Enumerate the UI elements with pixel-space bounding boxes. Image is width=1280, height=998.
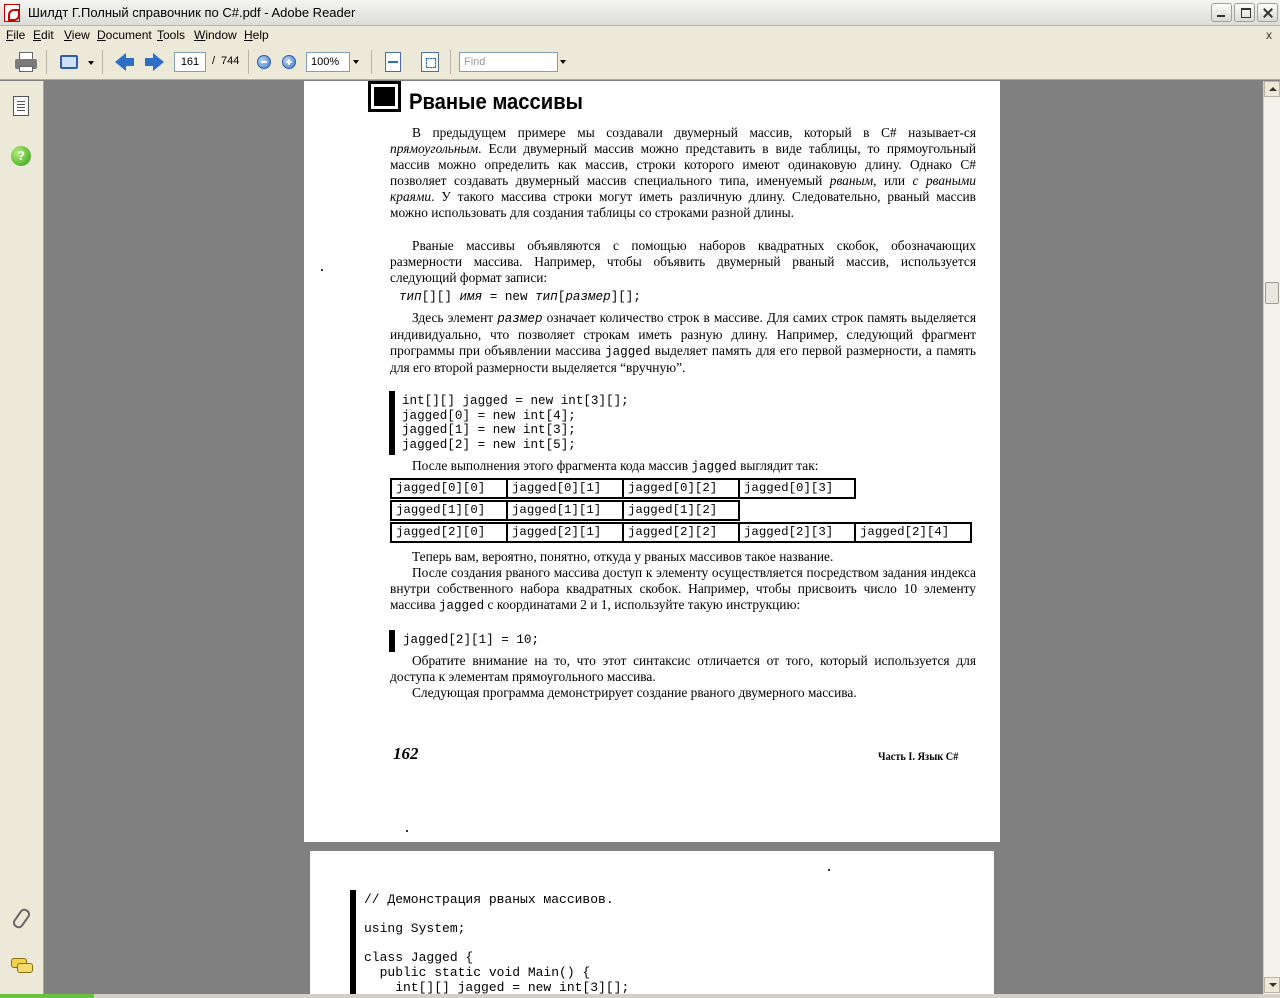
progress-indicator bbox=[0, 994, 94, 998]
text-run: . У такого массива строки могут иметь различную длину. Следовательно, рваный массив можно использовать для создания таблицы со строками разной длины. bbox=[390, 189, 976, 220]
scroll-up-button[interactable] bbox=[1264, 81, 1280, 97]
paragraph bbox=[390, 458, 976, 475]
table-cell: jagged[1][1] bbox=[506, 500, 624, 521]
text-run: После создания рваного массива доступ к элементу осуществляется посредством задания индекса внутри собственного набора квадратных скобок. Например, чтобы присвоить число 10 элементу массива bbox=[390, 565, 976, 612]
paragraph bbox=[390, 685, 976, 701]
table-cell: jagged[1][2] bbox=[622, 500, 740, 521]
paragraph bbox=[390, 125, 976, 221]
text-run: После выполнения этого фрагмента кода массив bbox=[412, 458, 692, 473]
scan-speck bbox=[406, 830, 408, 832]
table-cell: jagged[2][4] bbox=[854, 522, 972, 543]
comment-bubble bbox=[17, 963, 33, 973]
code-bar bbox=[389, 630, 395, 652]
scrollbar-thumb[interactable] bbox=[1265, 282, 1279, 304]
zoom-dropdown-chevron-icon[interactable] bbox=[353, 60, 359, 64]
paragraph-text: Теперь вам, вероятно, понятно, откуда у рваных массивов такое название. bbox=[412, 549, 834, 564]
text-run: размер bbox=[497, 312, 543, 326]
text-run: рваным bbox=[829, 173, 874, 188]
menu-tools[interactable]: Tools bbox=[157, 28, 186, 42]
text-run: имя bbox=[459, 290, 483, 304]
menu-edit[interactable]: Edit bbox=[33, 28, 54, 42]
arrow-left-icon bbox=[115, 53, 126, 71]
code-block: // Демонстрация рваных массивов. using System; class Jagged { public static void Main() { int[][] jagged = new int[3][]; bbox=[364, 892, 630, 994]
paragraph bbox=[390, 549, 976, 565]
title-bar bbox=[0, 0, 1280, 26]
pdf-page bbox=[310, 851, 994, 994]
total-pages: 744 bbox=[221, 55, 240, 67]
restore-button[interactable] bbox=[1234, 3, 1255, 22]
fit-width-button[interactable] bbox=[385, 52, 401, 72]
text-run: выглядит так: bbox=[736, 458, 819, 473]
text-run: с координатами 2 и 1, используйте такую инструкцию: bbox=[484, 597, 801, 612]
menu-file[interactable]: File bbox=[6, 28, 26, 42]
page-number-input[interactable]: 161 bbox=[174, 52, 206, 72]
attachments-icon[interactable] bbox=[11, 907, 31, 927]
chevron-down-icon[interactable] bbox=[88, 61, 94, 65]
text-run: прямоугольным bbox=[390, 141, 479, 156]
text-run: тип bbox=[399, 290, 422, 304]
page-number: 162 bbox=[393, 744, 419, 763]
menu-window[interactable]: Window bbox=[194, 28, 237, 42]
navigation-pane bbox=[0, 81, 44, 994]
code-bar bbox=[389, 391, 395, 455]
window-title: Шилдт Г.Полный справочник по C#.pdf - Adobe Reader bbox=[28, 5, 356, 20]
paragraph-text: Следующая программа демонстрирует создание рваного двумерного массива. bbox=[412, 685, 857, 700]
table-cell: jagged[0][0] bbox=[390, 478, 508, 499]
text-run: [][] bbox=[421, 290, 460, 304]
text-run: ][]; bbox=[610, 290, 641, 304]
print-button[interactable] bbox=[14, 51, 38, 73]
table-cell: jagged[2][2] bbox=[622, 522, 740, 543]
table-cell: jagged[2][0] bbox=[390, 522, 508, 543]
document-view[interactable] bbox=[45, 81, 1263, 994]
zoom-out-button[interactable] bbox=[257, 55, 271, 69]
close-button[interactable] bbox=[1257, 3, 1278, 22]
toolbar-separator bbox=[102, 50, 103, 74]
printer-tray bbox=[19, 66, 33, 72]
code-line: jagged[2][1] = 10; bbox=[403, 633, 540, 647]
menu-bar bbox=[0, 26, 1280, 45]
section-marker-icon bbox=[368, 81, 401, 112]
page-separator: / bbox=[212, 55, 216, 67]
menu-help[interactable]: Help bbox=[244, 28, 269, 42]
paragraph bbox=[390, 653, 976, 685]
help-icon[interactable]: ? bbox=[11, 146, 31, 166]
pages-panel-icon[interactable] bbox=[13, 96, 29, 116]
zoom-level-input[interactable]: 100% bbox=[306, 52, 350, 72]
toolbar-separator bbox=[248, 50, 249, 74]
text-run: с рваными краями bbox=[390, 173, 977, 204]
toolbar-separator bbox=[450, 50, 451, 74]
text-run: . Если двумерный массив можно представить в виде таблицы, то прямоугольный массив можно определить как массив, строки которого имеют одинаковую длину. Однако C# позволяет создавать двумерный массив специального типа, именуемый bbox=[390, 141, 976, 188]
table-cell: jagged[1][0] bbox=[390, 500, 508, 521]
select-tool-button[interactable] bbox=[58, 51, 84, 73]
select-tool-icon bbox=[60, 55, 78, 69]
table-cell: jagged[0][2] bbox=[622, 478, 740, 499]
text-run: , или bbox=[873, 173, 913, 188]
vertical-scrollbar[interactable] bbox=[1263, 81, 1280, 994]
text-run: jagged bbox=[438, 599, 485, 613]
section-heading: Рваные массивы bbox=[409, 89, 583, 114]
find-options-chevron-icon[interactable] bbox=[560, 60, 566, 64]
text-run: jagged bbox=[691, 460, 737, 474]
previous-page-button[interactable] bbox=[113, 52, 135, 72]
text-run: = new bbox=[482, 290, 536, 304]
paragraph bbox=[390, 565, 976, 614]
pdf-page bbox=[304, 81, 1000, 842]
table-cell: jagged[0][1] bbox=[506, 478, 624, 499]
menu-document[interactable]: Document bbox=[97, 28, 152, 42]
find-input[interactable]: Find bbox=[459, 52, 558, 72]
comments-icon[interactable] bbox=[11, 958, 33, 974]
paragraph bbox=[390, 238, 976, 286]
zoom-in-button[interactable] bbox=[282, 55, 296, 69]
text-run: размер bbox=[565, 290, 611, 304]
table-cell: jagged[2][1] bbox=[506, 522, 624, 543]
text-run: Здесь элемент bbox=[412, 310, 498, 325]
code-bar bbox=[350, 890, 356, 994]
arrow-right-icon bbox=[153, 53, 164, 71]
text-run: [ bbox=[557, 290, 566, 304]
scroll-down-button[interactable] bbox=[1264, 977, 1280, 993]
scan-speck bbox=[321, 269, 323, 271]
syntax-line bbox=[399, 290, 641, 305]
toolbar-separator bbox=[46, 50, 47, 74]
menu-view[interactable]: View bbox=[64, 28, 90, 42]
table-cell: jagged[0][3] bbox=[738, 478, 856, 499]
table-cell: jagged[2][3] bbox=[738, 522, 856, 543]
code-block: int[][] jagged = new int[3][]; jagged[0] = new int[4]; jagged[1] = new int[3]; jagged[2] = new int[5]; bbox=[402, 394, 629, 453]
text-run: тип bbox=[535, 290, 558, 304]
running-footer: Часть I. Язык C# bbox=[878, 749, 959, 763]
scan-speck bbox=[828, 869, 830, 871]
text-run: означает количество строк в массиве. Для самих строк память выделяется индивидуально, что позволяет строкам иметь разную длину. Например, следующий фрагмент программы при объявлении массива bbox=[390, 310, 976, 358]
paragraph-text: Рваные массивы объявляются с помощью наборов квадратных скобок, обозначающих размерности массива. Например, чтобы объявить двумерный рваный массив, используется следующий формат записи: bbox=[390, 238, 976, 285]
document-close-button[interactable]: x bbox=[1266, 28, 1272, 42]
paragraph bbox=[390, 310, 976, 376]
text-run: выделяет память для его первой размерности, а память для его второй размерности выделяется “вручную”. bbox=[390, 343, 976, 375]
text-run: jagged bbox=[605, 345, 651, 359]
adobe-reader-icon bbox=[4, 4, 20, 22]
minimize-button[interactable] bbox=[1211, 3, 1232, 22]
status-bar bbox=[0, 994, 1280, 998]
paragraph-text: Обратите внимание на то, что этот синтаксис отличается от того, который используется для доступа к элементам прямоугольного массива. bbox=[390, 653, 976, 684]
toolbar-separator bbox=[371, 50, 372, 74]
text-run: В предыдущем примере мы создавали двумерный массив, который в C# называет-ся bbox=[412, 125, 976, 140]
fit-page-button[interactable] bbox=[421, 52, 439, 72]
next-page-button[interactable] bbox=[144, 52, 166, 72]
